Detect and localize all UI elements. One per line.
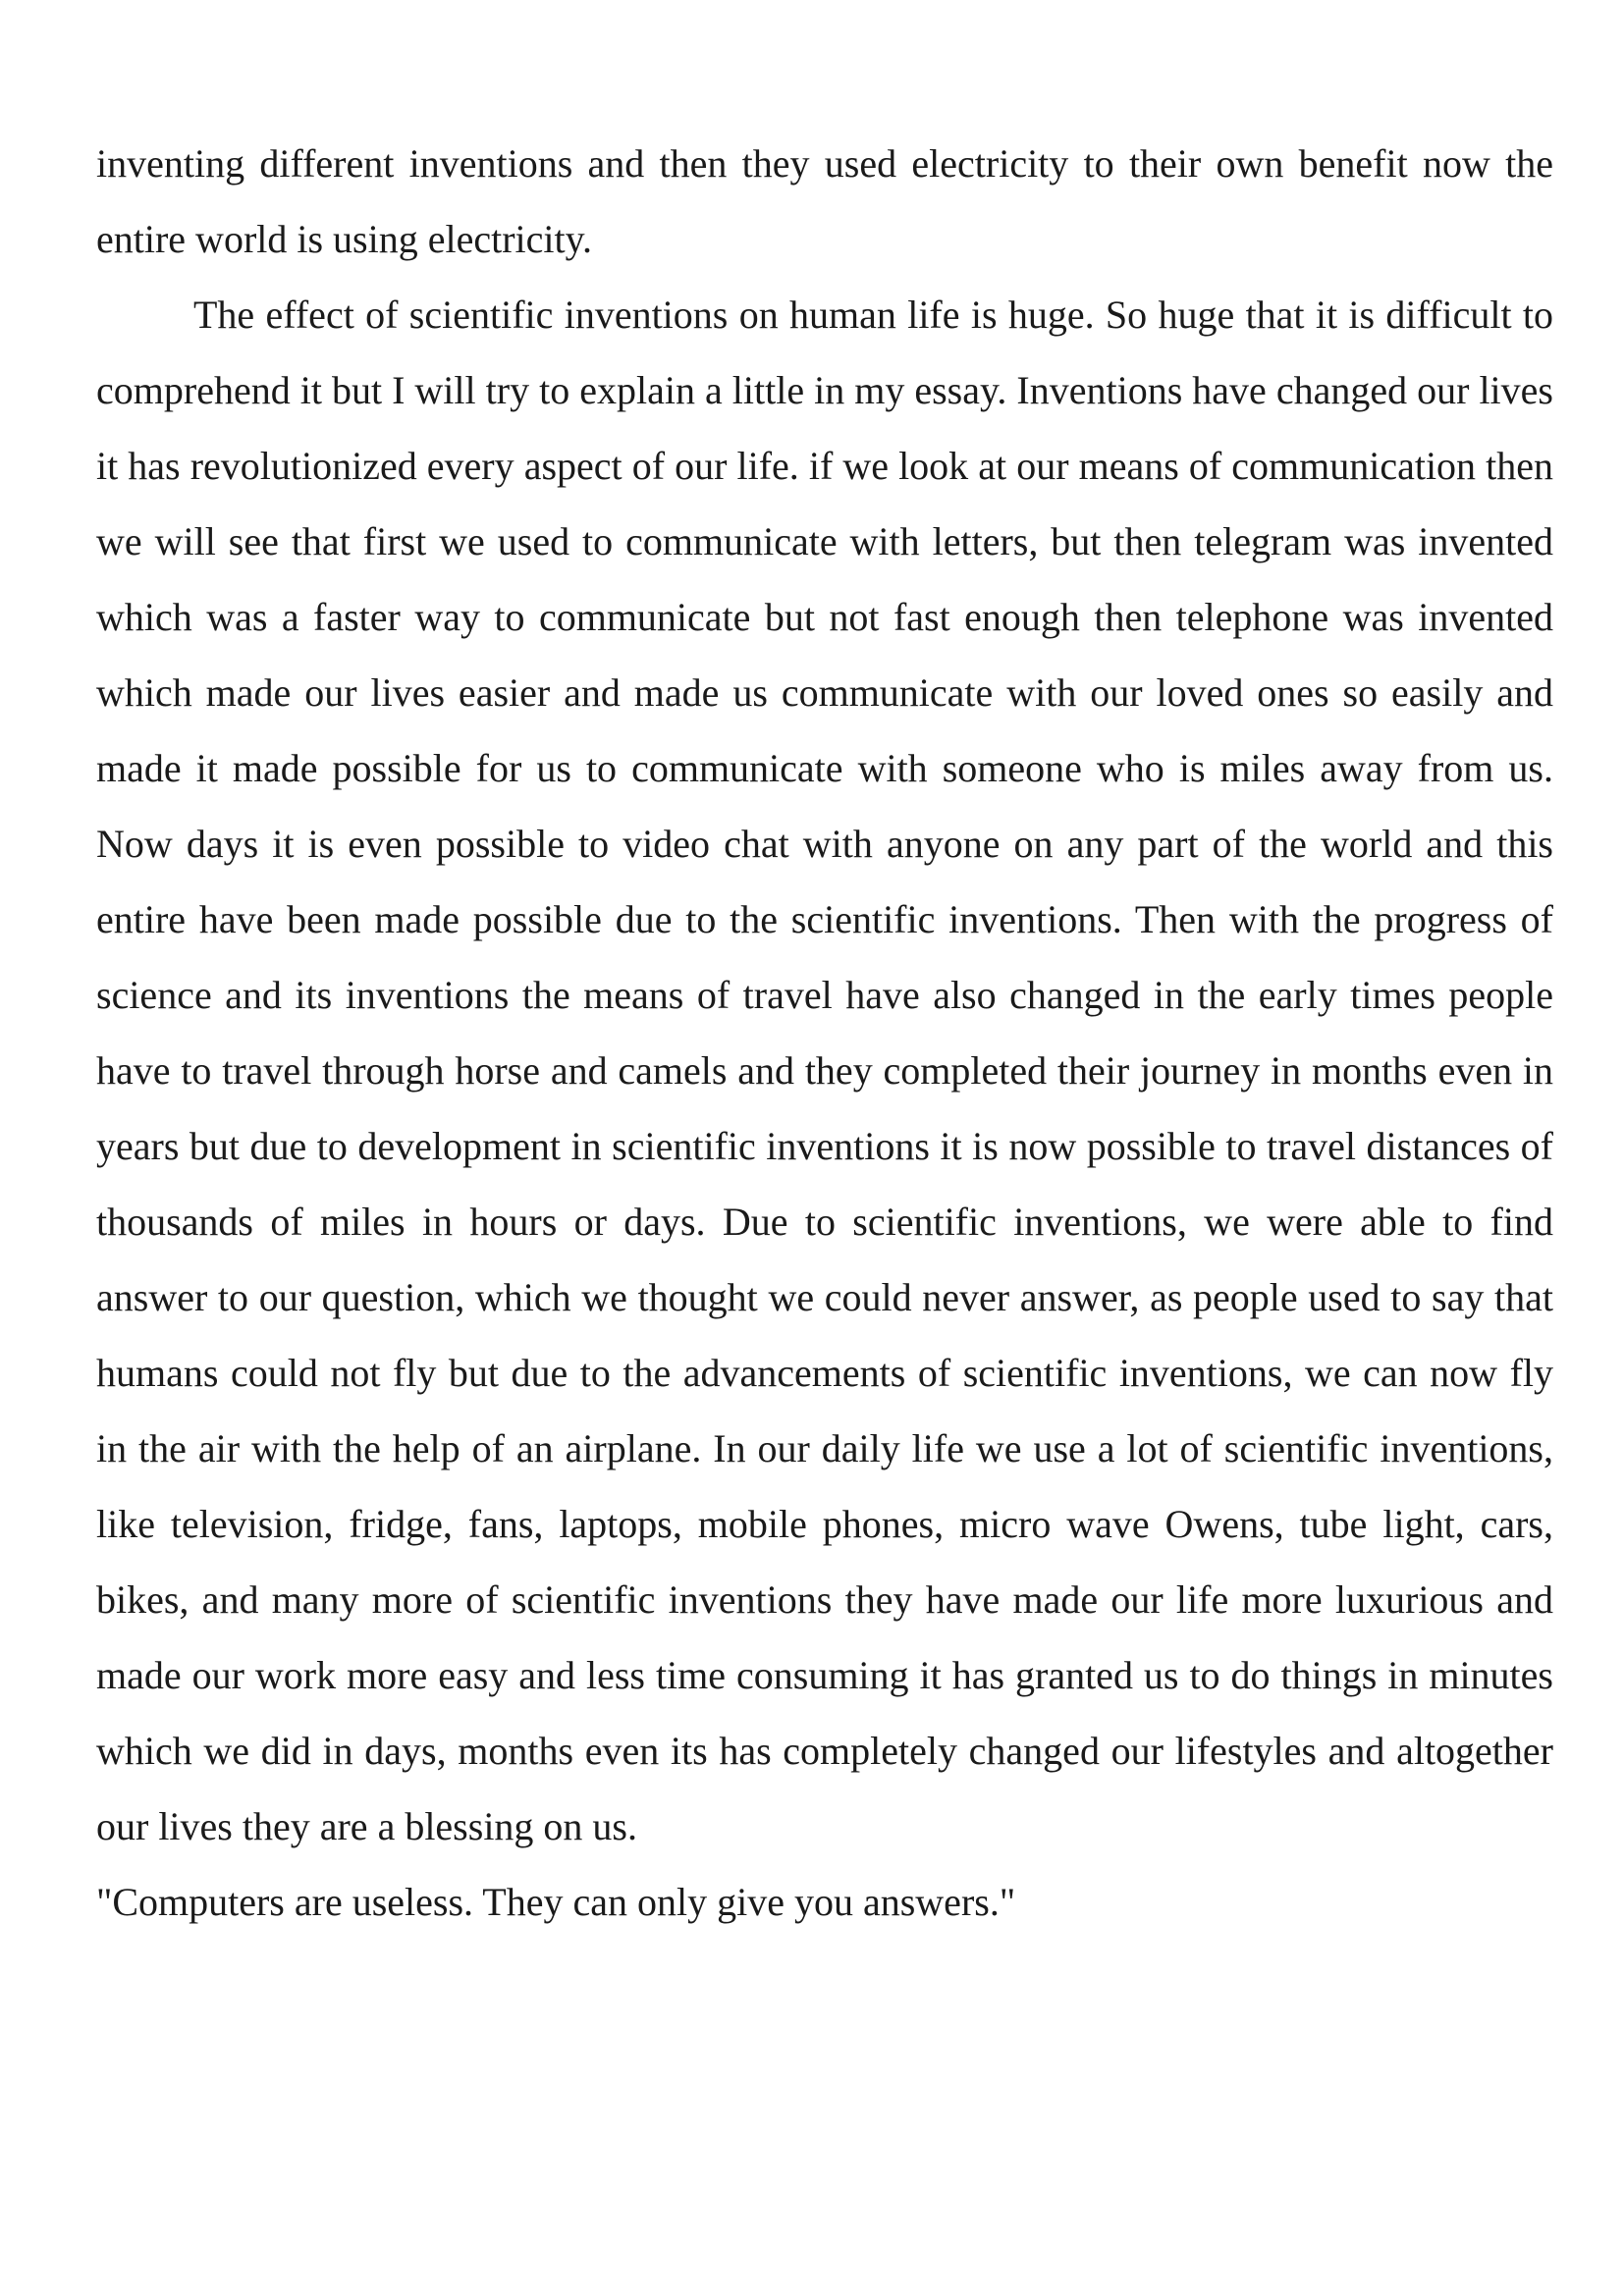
closing-quote: "Computers are useless. They can only give you answers." [96, 1880, 1016, 1924]
paragraph-continued: inventing different inventions and then they used electricity to their own benefit now the entire world is using electricity. [96, 141, 1553, 261]
document-page [96, 126, 1553, 1940]
paragraph-main: The effect of scientific inventions on human life is huge. So huge that it is difficult to comprehend it but I will try to explain a little in my essay. Inventions have changed our lives it has revolutionized every aspect of our life. if we look at our means of communication then we will see that first we used to communicate with letters, but then telegram was invented which was a faster way to communicate but not fast enough then telephone was invented which made our lives easier and made us communicate with our loved ones so easily and made it made possible for us to communicate with someone who is miles away from us. Now days it is even possible to video chat with anyone on any part of the world and this entire have been made possible due to the scientific inventions. Then with the progress of science and its inventions the means of travel have also changed in the early times people have to travel through horse and camels and they completed their journey in months even in years but due to development in scientific inventions it is now possible to travel distances of thousands of miles in hours or days. Due to scientific inventions, we were able to find answer to our question, which we thought we could never answer, as people used to say that humans could not fly but due to the advancements of scientific inventions, we can now fly in the air with the help of an airplane. In our daily life we use a lot of scientific inventions, like television, fridge, fans, laptops, mobile phones, micro wave Owens, tube light, cars, bikes, and many more of scientific inventions they have made our life more luxurious and made our work more easy and less time consuming it has granted us to do things in minutes which we did in days, months even its has completely changed our lifestyles and altogether our lives they are a blessing on us. [96, 293, 1553, 1848]
